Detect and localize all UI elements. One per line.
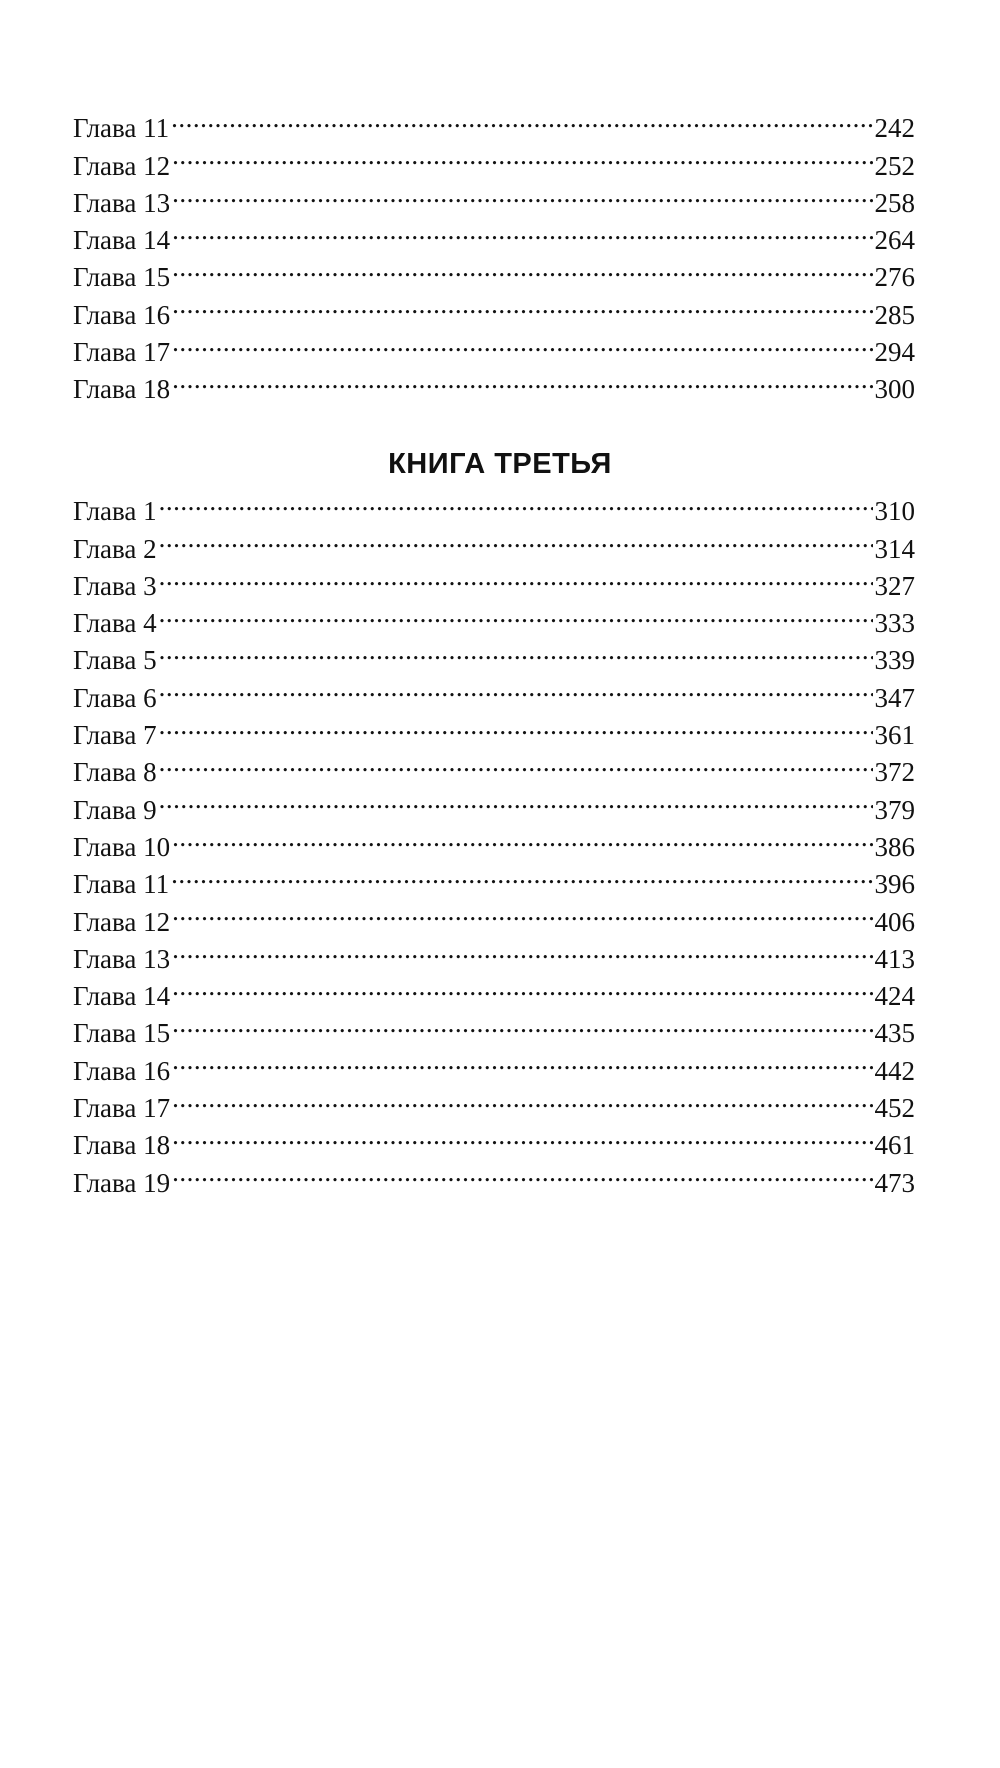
toc-list-book-three: [73, 483, 915, 1198]
toc-entry-page-number: 424: [874, 981, 915, 1012]
toc-entry-label: Глава 17: [73, 337, 171, 368]
toc-entry-label: Глава 11: [73, 869, 170, 900]
toc-entry[interactable]: [73, 931, 915, 974]
toc-entry[interactable]: [73, 781, 915, 825]
toc-entry[interactable]: [73, 744, 915, 788]
dot-leader: [172, 286, 872, 323]
toc-entry-label: Глава 19: [73, 1167, 171, 1198]
toc-entry-page-number: 258: [874, 187, 915, 218]
dot-leader: [172, 1154, 872, 1191]
toc-entry-label: Глава 3: [73, 570, 157, 601]
toc-entry-page-number: 339: [874, 645, 915, 676]
toc-entry[interactable]: [73, 249, 915, 293]
toc-entry-page-number: 314: [874, 533, 915, 564]
toc-entry-label: Глава 13: [73, 943, 171, 974]
toc-entry[interactable]: [73, 324, 915, 368]
toc-entry-label: Глава 17: [73, 1093, 171, 1124]
toc-entry-page-number: 461: [874, 1130, 915, 1161]
toc-entry-page-number: 264: [874, 225, 915, 256]
toc-entry-label: Глава 15: [73, 262, 171, 293]
dot-leader: [172, 819, 872, 856]
toc-entry-page-number: 347: [874, 682, 915, 713]
toc-entry[interactable]: [73, 137, 915, 181]
toc-entry-label: Глава 10: [73, 831, 171, 862]
toc-entry[interactable]: [73, 1117, 915, 1161]
dot-leader: [172, 324, 872, 361]
toc-entry-page-number: 333: [874, 608, 915, 639]
toc-entry-page-number: 285: [874, 299, 915, 330]
toc-entry-page-number: 473: [874, 1167, 915, 1198]
dot-leader: [172, 361, 872, 398]
dot-leader: [172, 212, 872, 249]
toc-entry-page-number: 300: [874, 374, 915, 405]
toc-entry-page-number: 452: [874, 1093, 915, 1124]
toc-entry[interactable]: [73, 669, 915, 713]
toc-entry[interactable]: [73, 100, 915, 144]
toc-entry-label: Глава 14: [73, 225, 171, 256]
toc-entry[interactable]: [73, 893, 915, 937]
dot-leader: [159, 520, 873, 557]
toc-entry-page-number: 396: [874, 869, 915, 900]
toc-entry-label: Глава 15: [73, 1018, 171, 1049]
dot-leader: [172, 1117, 872, 1154]
toc-entry[interactable]: [73, 1042, 915, 1086]
dot-leader: [172, 968, 872, 1005]
toc-entry-label: Глава 5: [73, 645, 157, 676]
dot-leader: [172, 1080, 872, 1117]
toc-entry[interactable]: [73, 212, 915, 256]
toc-entry-page-number: 361: [874, 720, 915, 751]
dot-leader: [172, 1042, 872, 1079]
dot-leader: [172, 1005, 872, 1042]
toc-entry-label: Глава 18: [73, 374, 171, 405]
dot-leader: [159, 669, 873, 706]
dot-leader: [159, 632, 873, 669]
toc-entry-label: Глава 14: [73, 981, 171, 1012]
toc-entry-label: Глава 12: [73, 150, 171, 181]
dot-leader: [172, 249, 872, 286]
toc-entry-label: Глава 16: [73, 299, 171, 330]
toc-entry-page-number: 294: [874, 337, 915, 368]
toc-entry[interactable]: [73, 558, 915, 601]
dot-leader: [159, 558, 873, 595]
toc-entry-label: Глава 4: [73, 608, 157, 639]
toc-list-top: [73, 100, 915, 405]
toc-entry[interactable]: [73, 1005, 915, 1049]
dot-leader: [159, 781, 873, 818]
toc-entry[interactable]: [73, 819, 915, 862]
toc-entry-label: Глава 9: [73, 794, 157, 825]
dot-leader: [171, 856, 872, 893]
dot-leader: [172, 175, 872, 212]
toc-entry-page-number: 252: [874, 150, 915, 181]
toc-entry-page-number: 242: [874, 113, 915, 144]
toc-entry[interactable]: [73, 175, 915, 218]
toc-entry-label: Глава 2: [73, 533, 157, 564]
toc-entry-page-number: 372: [874, 757, 915, 788]
toc-entry[interactable]: [73, 520, 915, 564]
section-title: КНИГА ТРЕТЬЯ: [388, 448, 612, 480]
toc-entry-page-number: 406: [874, 906, 915, 937]
dot-leader: [172, 931, 872, 968]
toc-entry[interactable]: [73, 361, 915, 405]
toc-entry[interactable]: [73, 968, 915, 1012]
toc-entry-label: Глава 7: [73, 720, 157, 751]
toc-entry[interactable]: [73, 286, 915, 330]
dot-leader: [171, 100, 872, 137]
toc-entry-label: Глава 1: [73, 496, 157, 527]
toc-entry[interactable]: [73, 1154, 915, 1198]
toc-entry-page-number: 310: [874, 496, 915, 527]
toc-entry[interactable]: [73, 1080, 915, 1124]
toc-entry-label: Глава 18: [73, 1130, 171, 1161]
toc-entry-page-number: 442: [874, 1055, 915, 1086]
toc-entry[interactable]: [73, 856, 915, 900]
toc-entry-label: Глава 12: [73, 906, 171, 937]
toc-entry-page-number: 435: [874, 1018, 915, 1049]
toc-entry[interactable]: [73, 483, 915, 527]
dot-leader: [159, 744, 873, 781]
toc-entry-label: Глава 6: [73, 682, 157, 713]
toc-entry-page-number: 276: [874, 262, 915, 293]
toc-entry-label: Глава 11: [73, 113, 170, 144]
toc-entry-label: Глава 13: [73, 187, 171, 218]
dot-leader: [172, 137, 872, 174]
dot-leader: [159, 707, 873, 744]
toc-entry-page-number: 386: [874, 831, 915, 862]
toc-entry-page-number: 413: [874, 943, 915, 974]
toc-entry-label: Глава 8: [73, 757, 157, 788]
toc-entry[interactable]: [73, 707, 915, 751]
toc-entry[interactable]: [73, 632, 915, 676]
dot-leader: [159, 483, 873, 520]
dot-leader: [172, 893, 872, 930]
toc-entry-page-number: 327: [874, 570, 915, 601]
toc-entry-label: Глава 16: [73, 1055, 171, 1086]
toc-entry-page-number: 379: [874, 794, 915, 825]
dot-leader: [159, 595, 873, 632]
toc-entry[interactable]: [73, 595, 915, 639]
